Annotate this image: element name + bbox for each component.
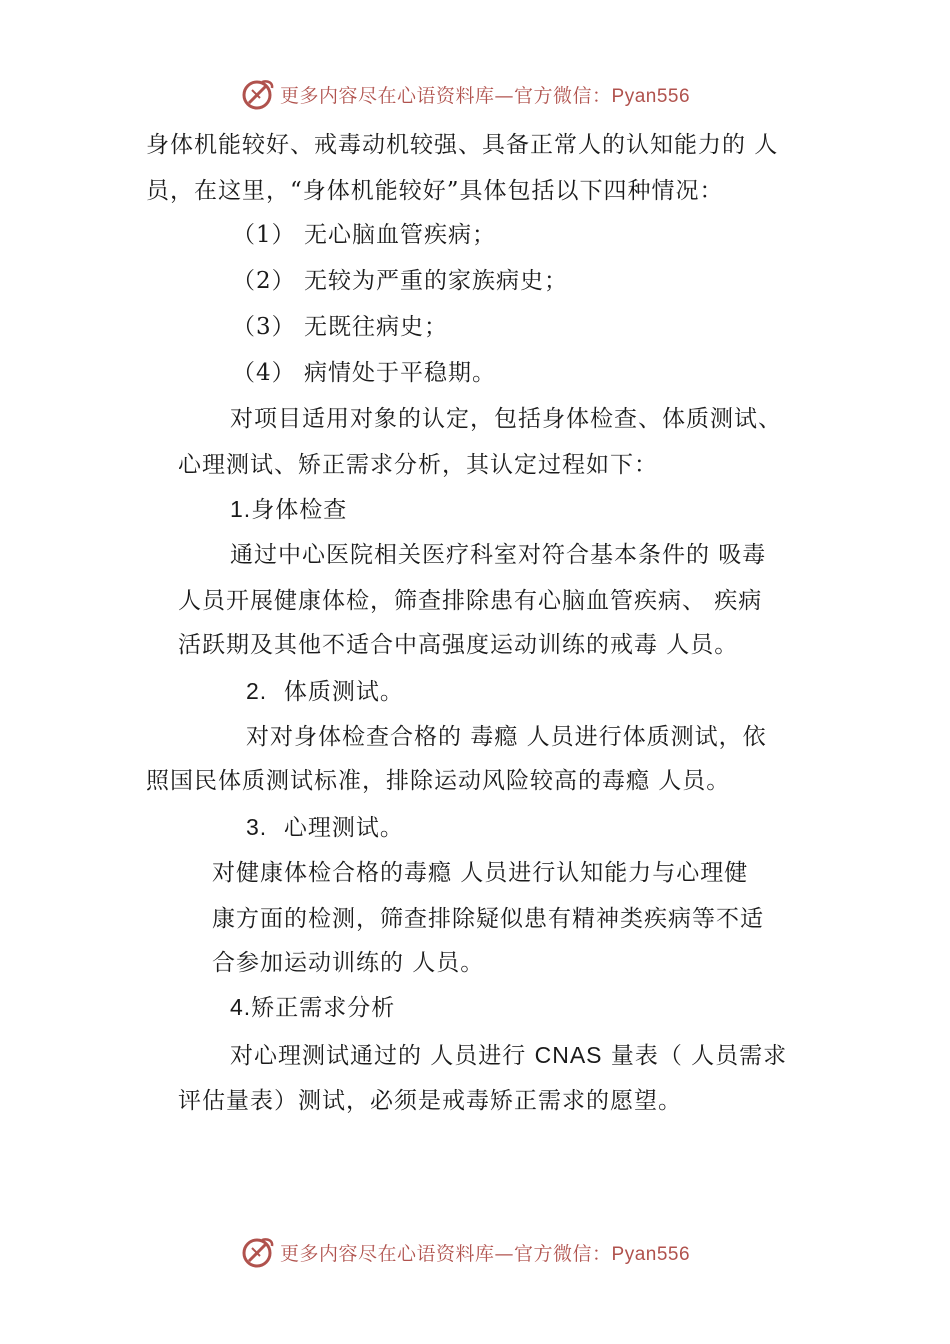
para6-line2: 评估量表）测试，必须是戒毒矫正需求的愿望。 xyxy=(178,1088,682,1114)
banner-text: 更多内容尽在心语资料库—官方微信：Pyan556 xyxy=(280,84,691,107)
list-item-3: （3） 无既往病史； xyxy=(232,314,448,340)
footer-banner xyxy=(240,1232,760,1272)
heading-2-text: 体质测试。 xyxy=(283,679,404,705)
heading-2-number: 2. xyxy=(246,678,268,704)
list-item-2: （2） 无较为严重的家族病史； xyxy=(232,268,568,294)
para1-line2: 员，在这里，“身体机能较好”具体包括以下四种情况： xyxy=(146,178,724,204)
heading-3-text: 心理测试。 xyxy=(283,815,404,841)
para3-line3: 活跃期及其他不适合中高强度运动训练的戒毒 人员。 xyxy=(178,632,739,658)
wechat-id: Pyan556 xyxy=(611,1243,691,1265)
list-item-1: （1） 无心脑血管疾病； xyxy=(232,222,496,248)
seal-logo-icon xyxy=(240,1234,276,1270)
heading-4-number: 4. xyxy=(230,994,252,1020)
heading-1-text: 身体检查 xyxy=(251,497,348,523)
para5-line2: 康方面的检测，筛查排除疑似患有精神类疾病等不适 xyxy=(212,906,764,932)
wechat-id: Pyan556 xyxy=(611,85,691,107)
list-item-4: （4） 病情处于平稳期。 xyxy=(232,360,496,386)
para4-line1: 对对身体检查合格的 毒瘾 人员进行体质测试，依 xyxy=(246,724,767,750)
heading-1-number: 1. xyxy=(230,496,252,522)
heading-3 xyxy=(246,812,404,843)
heading-3-number: 3. xyxy=(246,814,268,840)
para6-line1: 对心理测试通过的 人员进行 CNAS 量表（ 人员需求 xyxy=(230,1042,788,1069)
para1-line1: 身体机能较好、戒毒动机较强、具备正常人的认知能力的 人 xyxy=(146,132,779,158)
para4-line2: 照国民体质测试标准，排除运动风险较高的毒瘾 人员。 xyxy=(146,768,731,794)
para2-line2: 心理测试、矫正需求分析，其认定过程如下： xyxy=(178,452,658,478)
para5-line3: 合参加运动训练的 人员。 xyxy=(212,950,485,976)
para2-line1: 对项目适用对象的认定，包括身体检查、体质测试、 xyxy=(230,406,782,432)
banner-text: 更多内容尽在心语资料库—官方微信：Pyan556 xyxy=(280,1242,691,1265)
heading-2 xyxy=(246,676,404,707)
heading-4-text: 矫正需求分析 xyxy=(251,995,396,1021)
heading-1 xyxy=(230,494,347,525)
seal-logo-icon xyxy=(240,76,276,112)
cnas-term: CNAS xyxy=(534,1042,603,1068)
para3-line2: 人员开展健康体检，筛查排除患有心脑血管疾病、 疾病 xyxy=(178,588,763,614)
para3-line1: 通过中心医院相关医疗科室对符合基本条件的 吸毒 xyxy=(230,542,767,568)
para5-line1: 对健康体检合格的毒瘾 人员进行认知能力与心理健 xyxy=(212,860,749,886)
header-banner xyxy=(240,74,760,114)
heading-4 xyxy=(230,992,395,1023)
